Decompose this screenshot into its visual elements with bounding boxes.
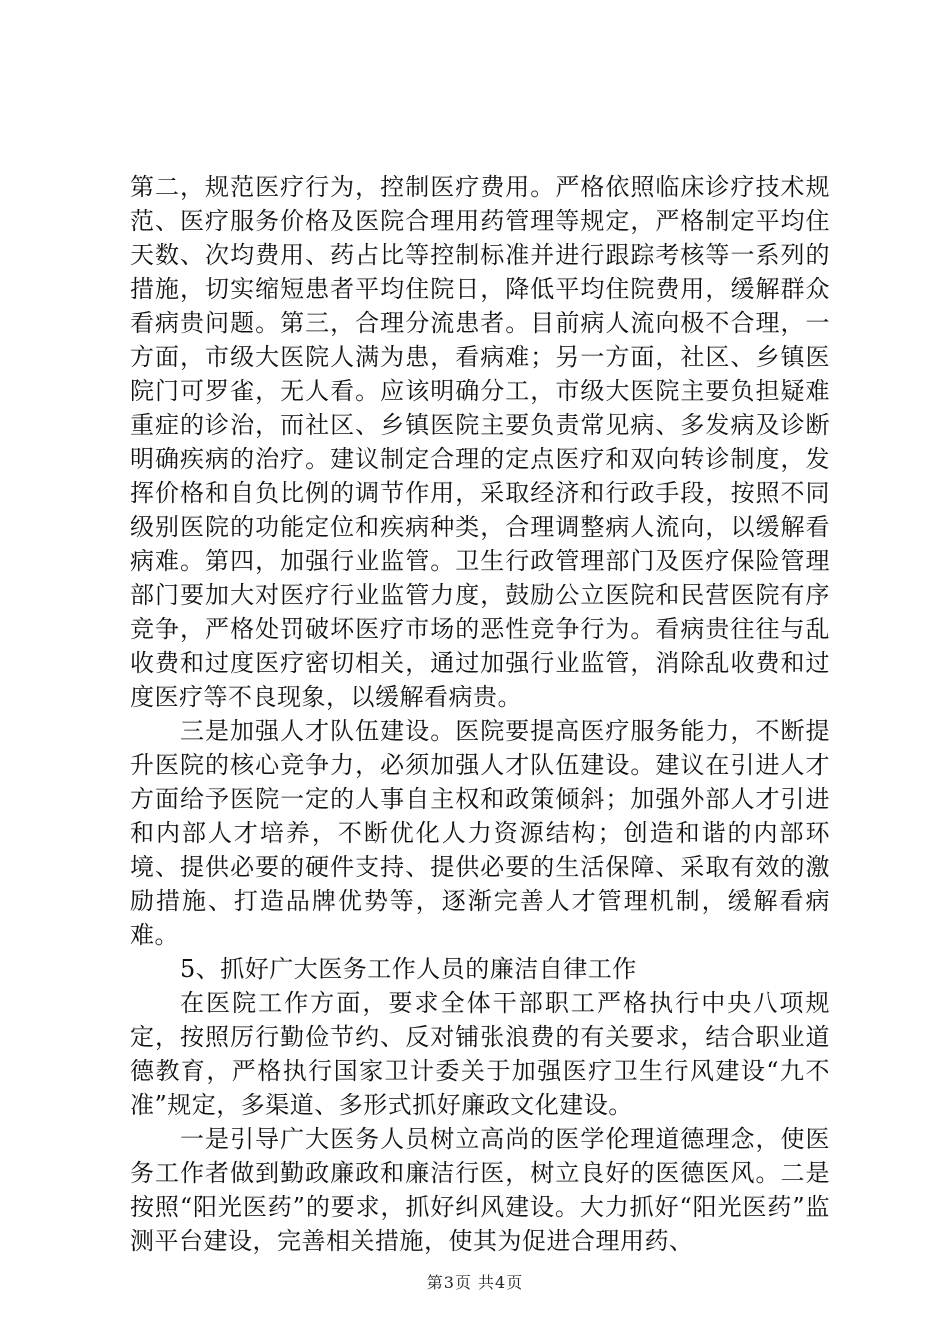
paragraph-hospital-work: 在医院工作方面，要求全体干部职工严格执行中央八项规定，按照厉行勤俭节约、反对铺张浪费的有关要求，结合职业道德教育，严格执行国家卫计委关于加强医疗卫生行风建设“九不准”规定，多渠道、多形式抓好廉政文化建设。: [130, 989, 830, 1119]
paragraph-ethics-guidance: 一是引导广大医务人员树立高尚的医学伦理道德理念，使医务工作者做到勤政廉政和廉洁行医，树立良好的医德医风。二是按照“阳光医药”的要求，抓好纠风建设。大力抓好“阳光医药”监测平台建设，完善相关措施，使其为促进合理用药、: [130, 1125, 830, 1255]
section-heading-integrity: 5、抓好广大医务工作人员的廉洁自律工作: [180, 955, 637, 983]
paragraph-talent-team: 三是加强人才队伍建设。医院要提高医疗服务能力，不断提升医院的核心竞争力，必须加强人才队伍建设。建议在引进人才方面给予医院一定的人事自主权和政策倾斜；加强外部人才引进和内部人才培养，不断优化人力资源结构；创造和谐的内部环境、提供必要的硬件支持、提供必要的生活保障、采取有效的激励措施、打造品牌优势等，逐渐完善人才管理机制，缓解看病难。: [130, 717, 830, 949]
paragraph-medical-cost-control: 第二，规范医疗行为，控制医疗费用。严格依照临床诊疗技术规范、医疗服务价格及医院合理用药管理等规定，严格制定平均住天数、次均费用、药占比等控制标准并进行跟踪考核等一系列的措施，切实缩短患者平均住院日，降低平均住院费用，缓解群众看病贵问题。第三，合理分流患者。目前病人流向极不合理，一方面，市级大医院人满为患，看病难；另一方面，社区、乡镇医院门可罗雀，无人看。应该明确分工，市级大医院主要负担疑难重症的诊治，而社区、乡镇医院主要负责常见病、多发病及诊断明确疾病的治疗。建议制定合理的定点医疗和双向转诊制度，发挥价格和自负比例的调节作用，采取经济和行政手段，按照不同级别医院的功能定位和疾病种类，合理调整病人流向，以缓解看病难。第四，加强行业监管。卫生行政管理部门及医疗保险管理部门要加大对医疗行业监管力度，鼓励公立医院和民营医院有序竞争，严格处罚破坏医疗市场的恶性竞争行为。看病贵往往与乱收费和过度医疗密切相关，通过加强行业监管，消除乱收费和过度医疗等不良现象，以缓解看病贵。: [130, 173, 830, 711]
document-body: [130, 170, 830, 1258]
page-number-footer: 第3页 共4页: [426, 1273, 524, 1292]
